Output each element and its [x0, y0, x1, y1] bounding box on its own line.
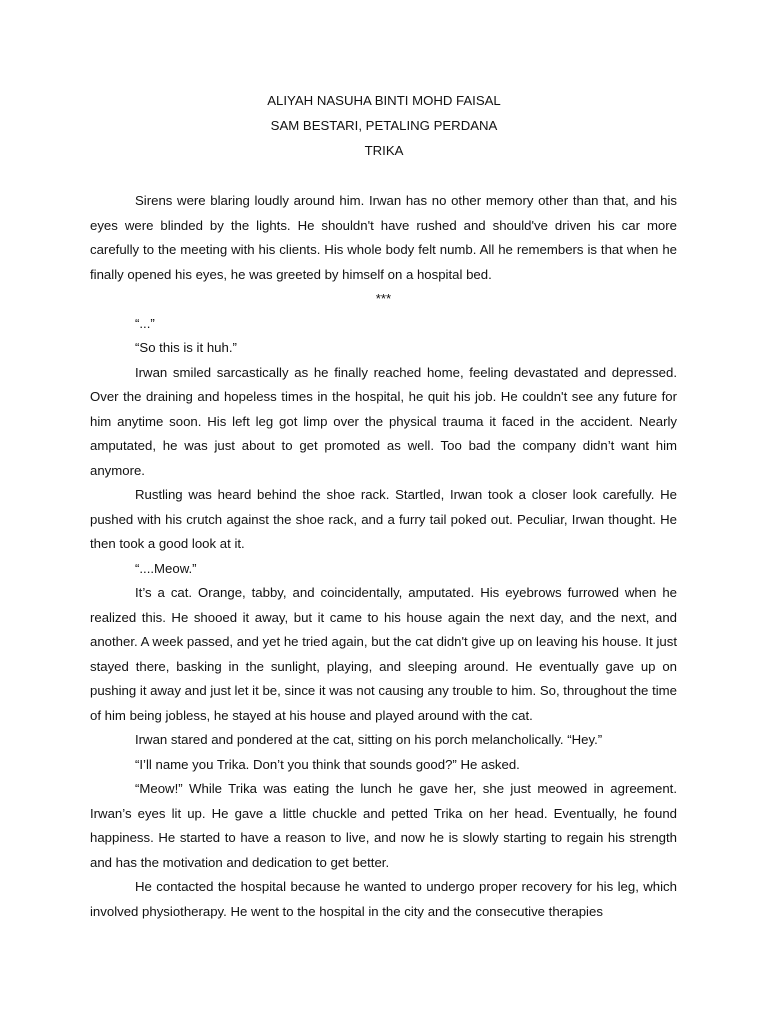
paragraph: Irwan stared and pondered at the cat, sitting on his porch melancholically. “Hey.”: [135, 732, 603, 747]
paragraph: “...”: [135, 315, 155, 331]
school-name: SAM BESTARI, PETALING PERDANA: [270, 118, 498, 133]
paragraph: He contacted the hospital because he wanted to undergo proper recovery for his leg, which involved physiotherapy. He went to the hospital in the city and the consecutive therapies: [90, 879, 677, 919]
author-name: ALIYAH NASUHA BINTI MOHD FAISAL: [267, 93, 501, 108]
paragraph: Irwan smiled sarcastically as he finally reached home, feeling devastated and depressed. Over the draining and hopeless times in the hospital, he quit his job. He couldn't see any future for him anytime soon. His left leg got limp over the physical trauma it faced in the accident. Nearly amputated, he was just about to get promoted as well. Too bad the company didn’t want him anymore.: [90, 364, 677, 478]
story-body: [90, 189, 677, 924]
story-title: TRIKA: [364, 143, 404, 158]
section-separator: ***: [375, 291, 392, 306]
paragraph: “So this is it huh.”: [135, 340, 237, 355]
paragraph: Sirens were blaring loudly around him. Irwan has no other memory other than that, and his eyes were blinded by the lights. He shouldn't have rushed and should've driven his car more carefully to the meeting with his clients. His whole body felt numb. All he remembers is that when he finally opened his eyes, he was greeted by himself on a hospital bed.: [90, 193, 677, 282]
paragraph: “Meow!” While Trika was eating the lunch he gave her, she just meowed in agreement. Irwan’s eyes lit up. He gave a little chuckle and petted Trika on her head. Eventually, he found happiness. He started to have a reason to live, and now he is slowly starting to regain his strength and has the motivation and dedication to get better.: [90, 781, 677, 870]
paragraph: “....Meow.”: [135, 560, 197, 576]
paragraph: “I’ll name you Trika. Don’t you think that sounds good?” He asked.: [135, 756, 520, 772]
paragraph: Rustling was heard behind the shoe rack. Startled, Irwan took a closer look carefully. He pushed with his crutch against the shoe rack, and a furry tail poked out. Peculiar, Irwan thought. He then took a good look at it.: [90, 487, 677, 551]
paragraph: It’s a cat. Orange, tabby, and coincidentally, amputated. His eyebrows furrowed when he realized this. He shooed it away, but it came to his house again the next day, and the next, and another. A week passed, and yet he tried again, but the cat didn't give up on leaving his house. It just stayed there, basking in the sunlight, playing, and sleeping around. He eventually gave up on pushing it away and just let it be, since it was not causing any trouble to him. So, throughout the time of him being jobless, he stayed at his house and played around with the cat.: [90, 585, 677, 723]
